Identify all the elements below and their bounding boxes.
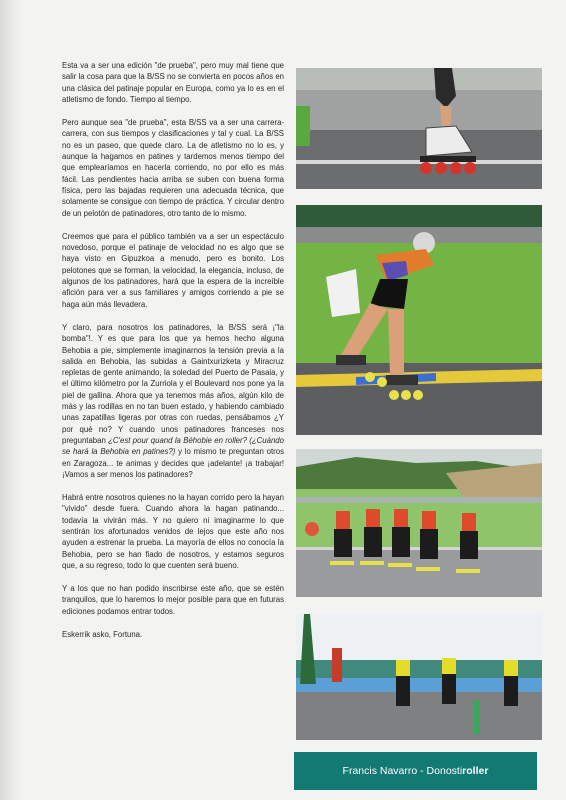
- page-spine-shadow: [0, 0, 22, 800]
- signoff: Eskerrik asko, Fortuna.: [62, 630, 143, 640]
- paragraph-5: Habrá entre nosotros quienes no la hayan corrido pero la hayan "vivido" desde fuera. Cuando ahora la hagan patinando... todavía la vivirán más. Y no quiero ni imaginarme lo que sentirán los afortunados venidos de lejos que este año nos ayuden a estrenar la prueba. La mayoría de ellos no conocía la Behobia, pero se han fiado de nosotros, y estamos seguros que, a su regreso, todo lo que cuenten será bueno.: [62, 493, 284, 570]
- photo-skater-racing: [296, 205, 542, 435]
- author-credit: [343, 765, 489, 777]
- paragraph-4-part-a: Y claro, para nosotros los patinadores, la B/SS será ¡"la bomba"!. Y es que para los que ya hemos hecho alguna Behobia a pie, simplemente imaginarnos la tensión previa a la salida en Behobia, las subidas a Gaintxurizketa y Miracruz repletas de gente animando, la soledad del Puerto de Pasaia, y el último kilómetro por la Zurriola y el Boulevard nos pone ya la piel de gallina. Ahora que ya tenemos más años, algún kilo de más y las rodillas en no tan buen estado, y habiendo cambiado unas zapatillas ligeras por otras con ruedas, pensábamos ¿Y por qué no? Y cuando unos patinadores franceses nos preguntaban: [62, 322, 284, 445]
- photo-skaters-yellow: [296, 614, 542, 740]
- paragraph-4-part-b: y lo mismo te preguntan otros en Zaragoza... te animas y decides que ¡adelante! ¡a trabajar! ¡Vamos a ser menos los patinadores?: [62, 447, 284, 479]
- paragraph-1: Esta va a ser una edición "de prueba", pero muy mal tiene que salir la cosa para que la B/SS no se convierta en pocos años en una clásica del patinaje popular en Europa, como ya lo es en el atletismo de fondo. Tiempo al tiempo.: [62, 61, 284, 104]
- brand-name: roller: [462, 765, 489, 777]
- photo-skate-closeup: [296, 68, 542, 189]
- author-name: Francis Navarro - Donosti: [342, 765, 463, 777]
- paragraph-6: Y a los que no han podido inscribirse este año, que se estén tranquilos, que lo haremos lo mejor posible para que en futuras ediciones podamos entrar todos.: [62, 584, 284, 616]
- article-text: [62, 60, 284, 652]
- paragraph-4: [62, 322, 284, 480]
- paragraph-2: Pero aunque sea "de prueba", esta B/SS va a ser una carrera-carrera, con sus tiempos y clasificaciones y tal y cual. La B/SS no es un paseo, que quede claro. La de atletismo no lo es, y aunque la hagamos en patines y tardemos menos tiempo del que emplearíamos en hacerla corriendo, no por ello es más fácil. Las pendientes hacia arriba se suben con buena forma física, pero las bajadas requieren una adecuada técnica, que solamente se consigue con tiempo de práctica. Y circular dentro de un pelotón de patinadores, otro tanto de lo mismo.: [62, 118, 284, 218]
- paragraph-4-quote: ¿C'est pour quand la Béhobie en roller? (¿Cuándo se hará la Behobia en patines?): [62, 435, 284, 457]
- photo-skater-group: [296, 449, 542, 597]
- paragraph-3: Creemos que para el público también va a ser un espectáculo novedoso, porque el patinaje de velocidad no es algo que se haya visto en Gipuzkoa a menudo, pero es bonito. Los pelotones que se forman, la velocidad, la elegancia, incluso, de algunos de los patinadores, hará que la espera de la increíble afición para ver a sus familiares y amigos corriendo a pie se haga aún más llevadera.: [62, 231, 284, 309]
- author-credit-bar: [294, 752, 537, 790]
